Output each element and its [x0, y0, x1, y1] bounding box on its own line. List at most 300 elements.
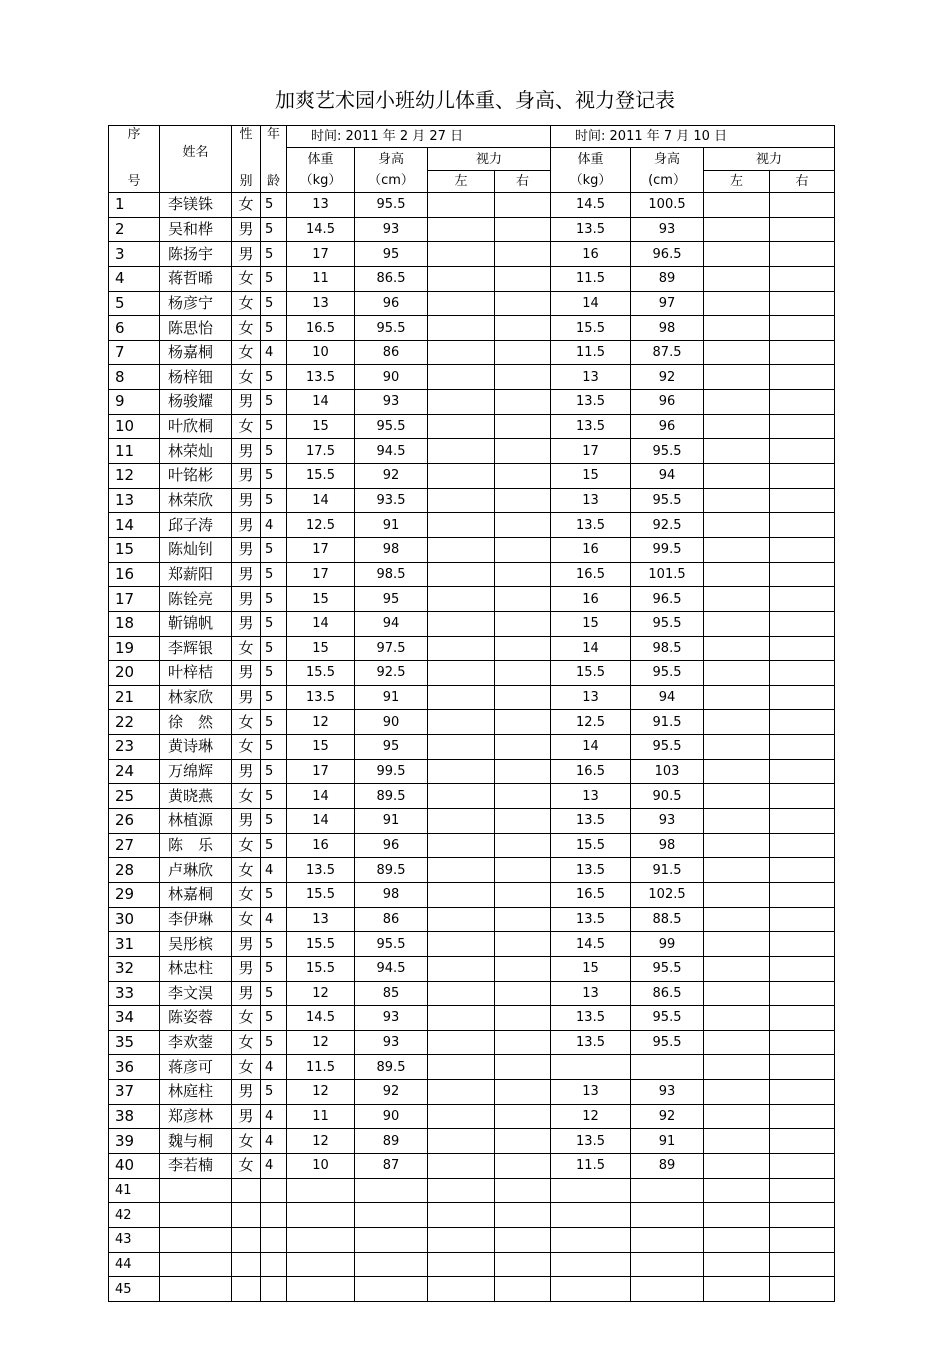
vision-feb-left — [428, 291, 495, 316]
vision-feb-right — [495, 735, 551, 760]
child-sex — [232, 1252, 261, 1277]
table-row — [109, 858, 835, 883]
vision-jul-left — [704, 710, 770, 735]
vision-jul-right — [770, 242, 835, 267]
vision-feb-right — [495, 316, 551, 341]
table-row — [109, 1277, 835, 1302]
height-jul: 87.5 — [631, 340, 704, 365]
height-feb: 94.5 — [355, 956, 428, 981]
row-number: 17 — [109, 587, 160, 612]
weight-feb: 17 — [287, 562, 355, 587]
vision-jul-right — [770, 611, 835, 636]
child-name: 邱子涛 — [160, 513, 232, 538]
child-name — [160, 1227, 232, 1252]
vision-feb-left — [428, 1080, 495, 1105]
table-row — [109, 1252, 835, 1277]
weight-jul: 14 — [551, 636, 631, 661]
height-feb: 95.5 — [355, 414, 428, 439]
weight-jul — [551, 1277, 631, 1302]
child-sex: 男 — [232, 981, 261, 1006]
vision-feb-left — [428, 1153, 495, 1178]
vision-feb-right — [495, 513, 551, 538]
weight-feb: 12.5 — [287, 513, 355, 538]
weight-jul: 13 — [551, 488, 631, 513]
child-age: 5 — [261, 956, 287, 981]
vision-jul-left — [704, 882, 770, 907]
weight-jul: 14 — [551, 291, 631, 316]
height-feb — [355, 1277, 428, 1302]
vision-feb-right — [495, 907, 551, 932]
vision-jul-right — [770, 981, 835, 1006]
vision-feb-right — [495, 1030, 551, 1055]
vision-feb-right — [495, 636, 551, 661]
weight-feb: 10 — [287, 1153, 355, 1178]
header-sex-top: 性 — [239, 127, 253, 142]
row-number: 13 — [109, 488, 160, 513]
child-name: 李镁铢 — [160, 193, 232, 218]
child-age: 4 — [261, 1055, 287, 1080]
child-sex: 男 — [232, 1080, 261, 1105]
child-sex: 女 — [232, 1055, 261, 1080]
vision-jul-right — [770, 932, 835, 957]
height-feb: 93 — [355, 390, 428, 415]
vision-feb-right — [495, 1227, 551, 1252]
table-row — [109, 1006, 835, 1031]
height-feb: 93 — [355, 1006, 428, 1031]
child-sex: 女 — [232, 882, 261, 907]
weight-feb: 13.5 — [287, 858, 355, 883]
row-number: 25 — [109, 784, 160, 809]
vision-feb-left — [428, 340, 495, 365]
vision-feb-left — [428, 809, 495, 834]
child-age: 5 — [261, 464, 287, 489]
table-row — [109, 587, 835, 612]
child-name: 林家欣 — [160, 685, 232, 710]
vision-feb-right — [495, 464, 551, 489]
row-number: 18 — [109, 611, 160, 636]
child-age: 5 — [261, 611, 287, 636]
vision-feb-right — [495, 291, 551, 316]
vision-feb-right — [495, 1277, 551, 1302]
row-number: 31 — [109, 932, 160, 957]
child-age: 5 — [261, 1030, 287, 1055]
row-number: 6 — [109, 316, 160, 341]
vision-feb-left — [428, 390, 495, 415]
row-number: 2 — [109, 217, 160, 242]
height-feb — [355, 1178, 428, 1203]
child-age: 5 — [261, 981, 287, 1006]
vision-jul-right — [770, 1252, 835, 1277]
weight-feb: 14 — [287, 611, 355, 636]
child-sex: 女 — [232, 414, 261, 439]
table-row — [109, 685, 835, 710]
vision-feb-right — [495, 710, 551, 735]
child-name: 林嘉桐 — [160, 882, 232, 907]
weight-jul: 13 — [551, 1080, 631, 1105]
child-name: 李若楠 — [160, 1153, 232, 1178]
row-number: 19 — [109, 636, 160, 661]
child-name: 叶铭彬 — [160, 464, 232, 489]
height-feb: 89 — [355, 1129, 428, 1154]
table-row — [109, 1055, 835, 1080]
child-sex: 女 — [232, 784, 261, 809]
height-feb: 96 — [355, 833, 428, 858]
vision-feb-left — [428, 784, 495, 809]
vision-feb-right — [495, 1080, 551, 1105]
child-age: 5 — [261, 316, 287, 341]
vision-feb-right — [495, 833, 551, 858]
table-row — [109, 882, 835, 907]
date-1: 时间: 2011 年 2 月 27 日 — [287, 126, 551, 148]
vision-jul-left — [704, 784, 770, 809]
header-height-2-label: 身高 — [654, 152, 681, 167]
height-feb: 86.5 — [355, 266, 428, 291]
vision-jul-left — [704, 1030, 770, 1055]
weight-jul: 13.5 — [551, 907, 631, 932]
header-name: 姓名 — [160, 126, 232, 193]
height-jul: 93 — [631, 1080, 704, 1105]
vision-jul-left — [704, 217, 770, 242]
weight-feb: 11 — [287, 266, 355, 291]
vision-feb-left — [428, 1006, 495, 1031]
row-number: 1 — [109, 193, 160, 218]
vision-feb-right — [495, 1252, 551, 1277]
height-feb: 94 — [355, 611, 428, 636]
child-name: 叶梓桔 — [160, 661, 232, 686]
table-row — [109, 1203, 835, 1228]
child-sex — [232, 1203, 261, 1228]
row-number: 27 — [109, 833, 160, 858]
table-row — [109, 710, 835, 735]
child-sex: 男 — [232, 611, 261, 636]
child-sex: 男 — [232, 562, 261, 587]
child-sex: 男 — [232, 217, 261, 242]
vision-jul-left — [704, 636, 770, 661]
child-age: 4 — [261, 858, 287, 883]
child-age: 5 — [261, 685, 287, 710]
vision-feb-left — [428, 685, 495, 710]
child-name: 郑薪阳 — [160, 562, 232, 587]
vision-jul-left — [704, 242, 770, 267]
header-vision-1: 视力 — [428, 148, 551, 171]
table-row — [109, 981, 835, 1006]
vision-jul-right — [770, 513, 835, 538]
row-number: 38 — [109, 1104, 160, 1129]
vision-jul-right — [770, 636, 835, 661]
vision-feb-right — [495, 759, 551, 784]
table-row — [109, 193, 835, 218]
height-jul: 96.5 — [631, 242, 704, 267]
vision-feb-left — [428, 882, 495, 907]
weight-jul: 15 — [551, 956, 631, 981]
child-age: 5 — [261, 710, 287, 735]
height-feb: 86 — [355, 907, 428, 932]
vision-jul-left — [704, 735, 770, 760]
vision-feb-left — [428, 661, 495, 686]
vision-jul-right — [770, 390, 835, 415]
weight-feb: 12 — [287, 1080, 355, 1105]
height-feb: 95.5 — [355, 193, 428, 218]
vision-jul-right — [770, 439, 835, 464]
child-age: 5 — [261, 759, 287, 784]
child-age: 4 — [261, 513, 287, 538]
height-feb — [355, 1227, 428, 1252]
vision-jul-left — [704, 1252, 770, 1277]
vision-feb-left — [428, 1178, 495, 1203]
height-jul: 99 — [631, 932, 704, 957]
weight-jul — [551, 1227, 631, 1252]
table-row — [109, 488, 835, 513]
height-feb: 95 — [355, 242, 428, 267]
header-sex-bottom: 别 — [239, 174, 253, 189]
child-sex: 女 — [232, 636, 261, 661]
table-row — [109, 759, 835, 784]
table-row — [109, 1153, 835, 1178]
row-number: 34 — [109, 1006, 160, 1031]
child-age: 4 — [261, 1104, 287, 1129]
height-jul: 100.5 — [631, 193, 704, 218]
child-age: 5 — [261, 636, 287, 661]
child-sex: 男 — [232, 464, 261, 489]
row-number: 41 — [109, 1178, 160, 1203]
height-feb: 85 — [355, 981, 428, 1006]
child-age — [261, 1252, 287, 1277]
weight-feb — [287, 1227, 355, 1252]
weight-jul: 13 — [551, 365, 631, 390]
row-number: 29 — [109, 882, 160, 907]
child-sex: 男 — [232, 242, 261, 267]
vision-feb-left — [428, 611, 495, 636]
child-sex: 男 — [232, 809, 261, 834]
vision-jul-left — [704, 439, 770, 464]
vision-jul-right — [770, 488, 835, 513]
weight-jul: 15.5 — [551, 316, 631, 341]
row-number: 20 — [109, 661, 160, 686]
weight-jul: 15 — [551, 464, 631, 489]
vision-jul-left — [704, 513, 770, 538]
height-feb: 95 — [355, 735, 428, 760]
child-name: 林荣欣 — [160, 488, 232, 513]
vision-jul-right — [770, 907, 835, 932]
height-jul: 95.5 — [631, 956, 704, 981]
child-age: 5 — [261, 291, 287, 316]
table-row — [109, 1178, 835, 1203]
vision-jul-right — [770, 784, 835, 809]
weight-feb: 12 — [287, 981, 355, 1006]
height-feb: 91 — [355, 513, 428, 538]
child-sex: 男 — [232, 932, 261, 957]
height-jul: 95.5 — [631, 1030, 704, 1055]
weight-feb: 14 — [287, 784, 355, 809]
child-sex: 男 — [232, 685, 261, 710]
child-name — [160, 1277, 232, 1302]
child-age: 5 — [261, 266, 287, 291]
vision-jul-left — [704, 1080, 770, 1105]
child-name: 陈思怡 — [160, 316, 232, 341]
child-name: 陈铨亮 — [160, 587, 232, 612]
vision-feb-right — [495, 1006, 551, 1031]
child-sex: 女 — [232, 1030, 261, 1055]
header-height-1 — [355, 148, 428, 193]
vision-jul-right — [770, 562, 835, 587]
vision-feb-left — [428, 710, 495, 735]
height-jul: 99.5 — [631, 537, 704, 562]
child-name — [160, 1252, 232, 1277]
weight-feb: 15.5 — [287, 956, 355, 981]
vision-feb-right — [495, 1203, 551, 1228]
row-number: 44 — [109, 1252, 160, 1277]
header-weight-1 — [287, 148, 355, 193]
table-row — [109, 735, 835, 760]
table-row — [109, 1080, 835, 1105]
table-row — [109, 266, 835, 291]
child-name: 林忠柱 — [160, 956, 232, 981]
child-age: 5 — [261, 809, 287, 834]
child-age: 5 — [261, 217, 287, 242]
vision-jul-left — [704, 1227, 770, 1252]
height-jul — [631, 1277, 704, 1302]
row-number: 32 — [109, 956, 160, 981]
child-age: 5 — [261, 882, 287, 907]
row-number: 12 — [109, 464, 160, 489]
table-row — [109, 1129, 835, 1154]
weight-jul: 13.5 — [551, 809, 631, 834]
child-age: 5 — [261, 242, 287, 267]
height-jul: 98 — [631, 316, 704, 341]
weight-feb: 14.5 — [287, 1006, 355, 1031]
child-name: 李文淏 — [160, 981, 232, 1006]
weight-jul — [551, 1252, 631, 1277]
vision-jul-right — [770, 414, 835, 439]
child-sex: 女 — [232, 1153, 261, 1178]
vision-feb-right — [495, 266, 551, 291]
vision-jul-right — [770, 956, 835, 981]
header-weight-2-unit: （kg） — [569, 173, 612, 188]
weight-feb: 13.5 — [287, 365, 355, 390]
height-jul: 91.5 — [631, 858, 704, 883]
height-jul: 89 — [631, 1153, 704, 1178]
height-feb: 91 — [355, 685, 428, 710]
height-jul — [631, 1227, 704, 1252]
vision-feb-right — [495, 562, 551, 587]
child-sex: 女 — [232, 907, 261, 932]
height-jul: 95.5 — [631, 661, 704, 686]
weight-feb: 17.5 — [287, 439, 355, 464]
child-name: 卢琳欣 — [160, 858, 232, 883]
table-row — [109, 439, 835, 464]
weight-jul: 16.5 — [551, 562, 631, 587]
table-row — [109, 611, 835, 636]
header-height-2 — [631, 148, 704, 193]
vision-feb-left — [428, 464, 495, 489]
header-height-1-unit: （cm） — [368, 173, 414, 188]
row-number: 9 — [109, 390, 160, 415]
child-age: 5 — [261, 784, 287, 809]
row-number: 23 — [109, 735, 160, 760]
table-row — [109, 956, 835, 981]
child-sex: 女 — [232, 858, 261, 883]
vision-jul-left — [704, 907, 770, 932]
child-age: 4 — [261, 907, 287, 932]
child-sex: 女 — [232, 710, 261, 735]
vision-jul-left — [704, 316, 770, 341]
row-number: 39 — [109, 1129, 160, 1154]
table-row — [109, 513, 835, 538]
weight-feb: 11 — [287, 1104, 355, 1129]
child-age: 5 — [261, 537, 287, 562]
vision-jul-left — [704, 365, 770, 390]
child-age — [261, 1227, 287, 1252]
header-seq — [109, 126, 160, 193]
header-sex — [232, 126, 261, 193]
row-number: 30 — [109, 907, 160, 932]
weight-feb — [287, 1277, 355, 1302]
weight-feb: 15 — [287, 414, 355, 439]
vision-jul-left — [704, 611, 770, 636]
header-vision-1-left: 左 — [428, 171, 495, 193]
vision-feb-right — [495, 1104, 551, 1129]
vision-feb-left — [428, 562, 495, 587]
table-row — [109, 340, 835, 365]
row-number: 42 — [109, 1203, 160, 1228]
weight-feb: 13 — [287, 193, 355, 218]
child-age: 5 — [261, 414, 287, 439]
height-jul: 103 — [631, 759, 704, 784]
vision-feb-right — [495, 1055, 551, 1080]
vision-feb-right — [495, 809, 551, 834]
vision-feb-left — [428, 981, 495, 1006]
height-feb: 98 — [355, 882, 428, 907]
child-sex: 男 — [232, 439, 261, 464]
weight-feb: 12 — [287, 710, 355, 735]
table-row — [109, 316, 835, 341]
vision-jul-right — [770, 1203, 835, 1228]
child-sex: 男 — [232, 390, 261, 415]
vision-feb-right — [495, 956, 551, 981]
weight-jul: 14 — [551, 735, 631, 760]
table-row — [109, 809, 835, 834]
child-sex — [232, 1227, 261, 1252]
vision-jul-left — [704, 932, 770, 957]
vision-feb-left — [428, 537, 495, 562]
vision-feb-left — [428, 932, 495, 957]
table-row — [109, 907, 835, 932]
weight-jul — [551, 1178, 631, 1203]
header-weight-1-unit: （kg） — [299, 173, 342, 188]
vision-feb-right — [495, 365, 551, 390]
child-name: 林荣灿 — [160, 439, 232, 464]
header-vision-2-left: 左 — [704, 171, 770, 193]
table-row — [109, 562, 835, 587]
header-vision-2: 视力 — [704, 148, 835, 171]
vision-jul-right — [770, 710, 835, 735]
vision-feb-right — [495, 661, 551, 686]
weight-jul: 13.5 — [551, 217, 631, 242]
table-row — [109, 464, 835, 489]
vision-jul-right — [770, 1080, 835, 1105]
vision-jul-left — [704, 390, 770, 415]
height-feb: 91 — [355, 809, 428, 834]
height-feb — [355, 1252, 428, 1277]
weight-jul: 16 — [551, 537, 631, 562]
vision-feb-right — [495, 611, 551, 636]
table-row — [109, 414, 835, 439]
weight-jul: 14.5 — [551, 193, 631, 218]
vision-feb-right — [495, 685, 551, 710]
child-age: 5 — [261, 390, 287, 415]
weight-jul: 16.5 — [551, 882, 631, 907]
weight-feb: 15.5 — [287, 882, 355, 907]
